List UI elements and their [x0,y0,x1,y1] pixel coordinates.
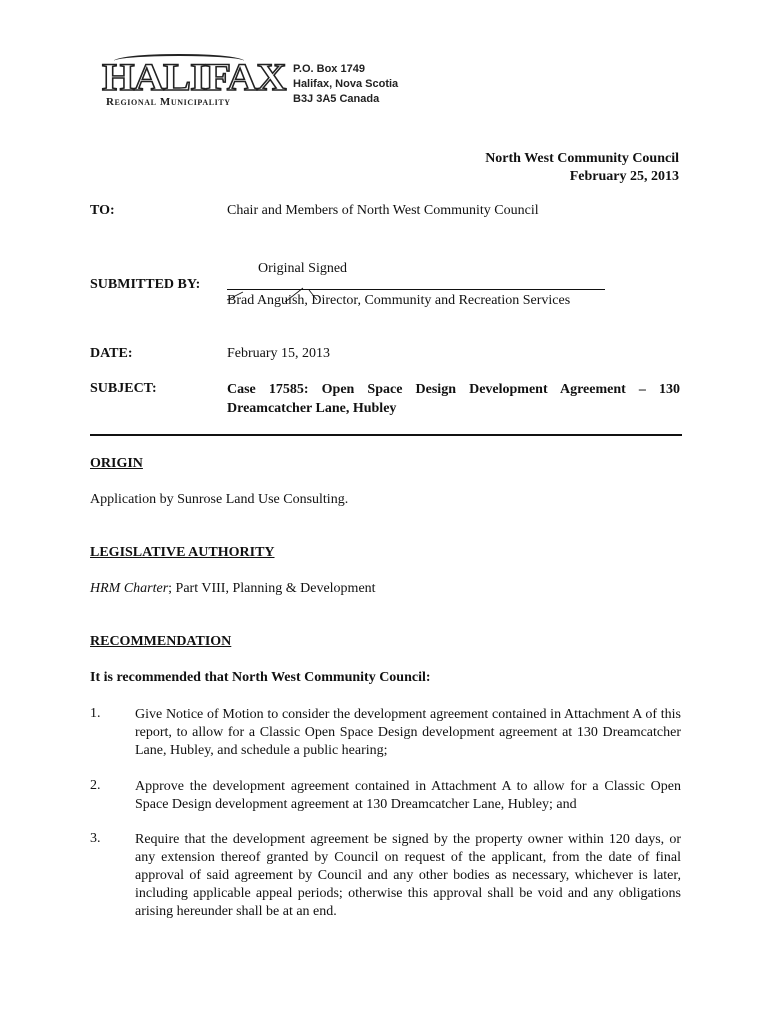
meeting-date: February 25, 2013 [569,169,679,184]
address-line-2: Halifax, Nova Scotia [293,78,399,90]
section-divider [90,434,682,436]
legislative-text-italic: HRM Charter [90,581,169,596]
mailing-address [293,62,398,107]
submitted-by-label: SUBMITTED BY: [90,277,201,292]
legislative-heading: LEGISLATIVE AUTHORITY [90,545,275,560]
signed-note: Original Signed [258,261,348,276]
date-label: DATE: [90,346,133,361]
item-number: 2. [90,778,101,793]
to-value: Chair and Members of North West Community Council [227,203,539,218]
council-name: North West Community Council [485,151,679,166]
recommendation-item-2: Approve the development agreement contained in Attachment A to allow for a Classic Open Space Design development agreement at 130 Dreamcatcher Lane, Hubley; and [135,779,681,812]
date-value: February 15, 2013 [227,346,331,361]
to-label: TO: [90,203,115,218]
meeting-header [485,150,679,186]
item-number: 1. [90,706,101,721]
subject-value: Case 17585: Open Space Design Development Agreement – 130 Dreamcatcher Lane, Hubley [227,382,680,416]
recommendation-heading: RECOMMENDATION [90,634,232,649]
submitted-by-value: Brad Anguish, Director, Community and Recreation Services [227,293,571,308]
item-number: 3. [90,831,101,846]
subject-label: SUBJECT: [90,381,157,396]
origin-heading: ORIGIN [90,456,143,471]
recommendation-item-3: Require that the development agreement be signed by the property owner within 120 days, or any extension thereof granted by Council on request of the applicant, from the date of final approval of said agreement by Council and any other bodies as necessary, whichever is later, including applicable appeal periods; otherwise this approval shall be void and any obligations arising hereunder shall be at an end. [135,832,681,919]
logo-wordmark: HALIFAX [102,56,286,100]
halifax-logo [100,54,286,110]
origin-text: Application by Sunrose Land Use Consulting. [90,492,349,507]
recommendation-intro: It is recommended that North West Community Council: [90,670,431,685]
address-line-1: P.O. Box 1749 [293,63,365,75]
legislative-text-rest: ; Part VIII, Planning & Development [168,581,376,596]
recommendation-item-1: Give Notice of Motion to consider the development agreement contained in Attachment A of this report, to allow for a Classic Open Space Design development agreement at 130 Dreamcatcher Lane, Hubley, and schedule a public hearing; [135,707,681,758]
logo-subtitle: Regional Municipality [106,96,231,108]
legislative-text [90,581,376,597]
address-line-3: B3J 3A5 Canada [293,93,380,105]
